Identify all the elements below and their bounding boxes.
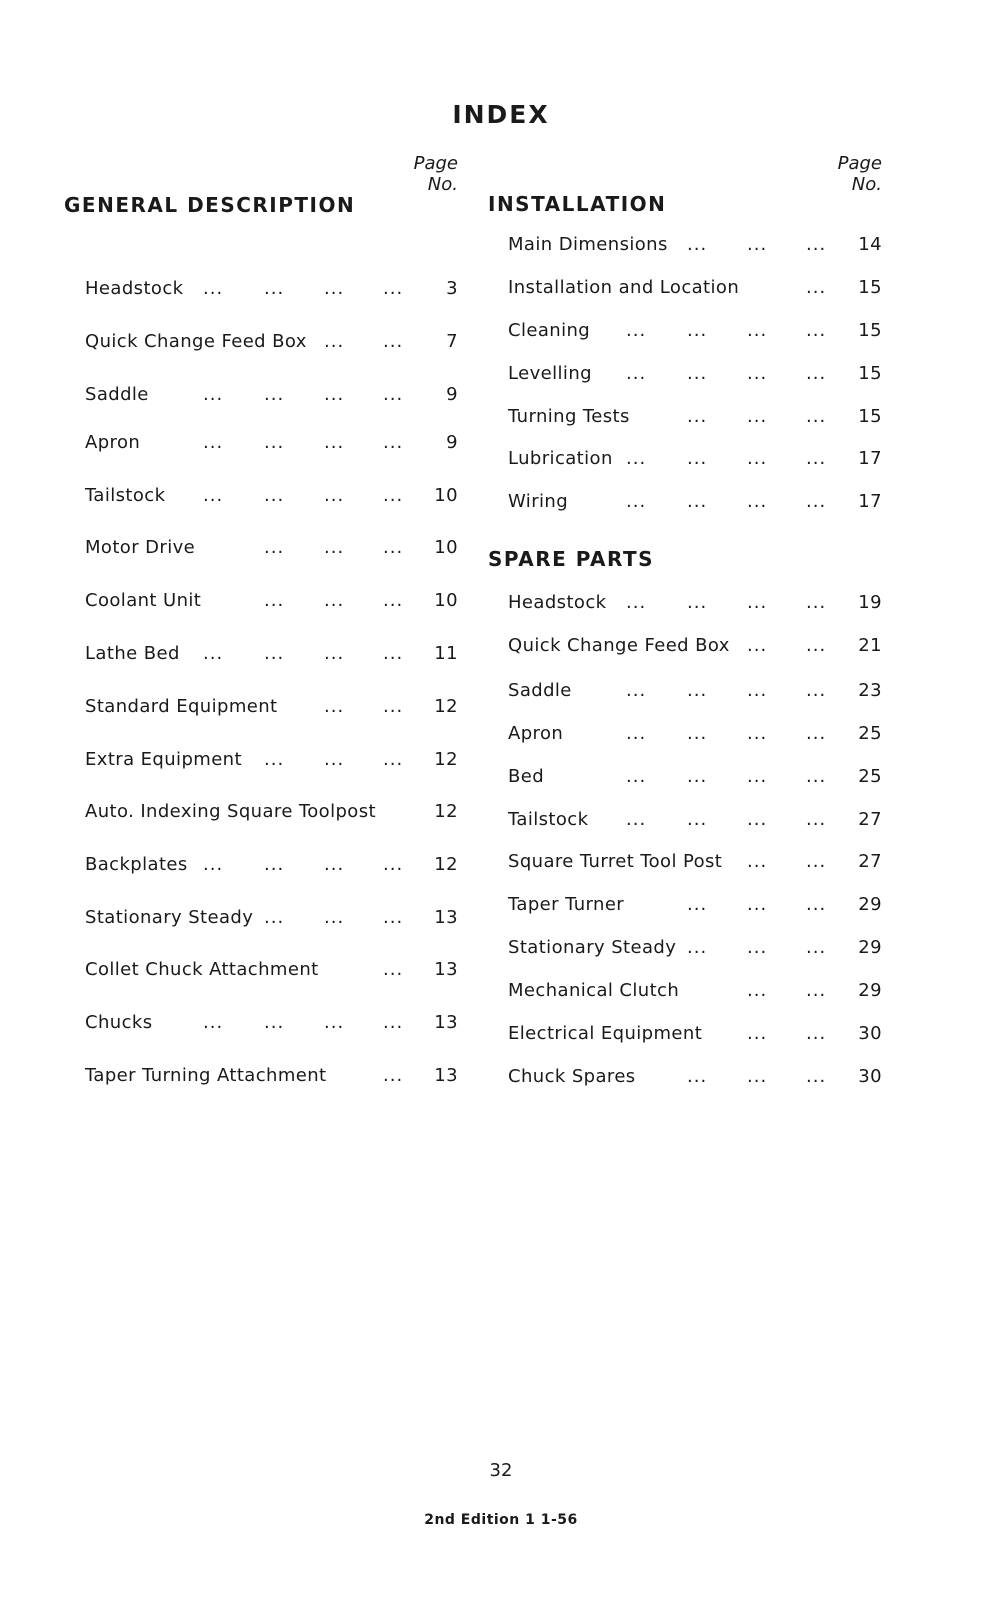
index-entry: [508, 1064, 882, 1090]
index-entry: [85, 747, 458, 773]
dot-leader: ...: [324, 907, 345, 928]
dot-leader: ...: [324, 749, 345, 770]
index-entry: [508, 232, 882, 258]
dot-leader: ...: [806, 1023, 827, 1044]
dot-leader: ...: [687, 592, 708, 613]
entry-page-number: 11: [434, 643, 458, 664]
entry-page-number: 15: [858, 277, 882, 298]
dot-leader: ...: [806, 809, 827, 830]
index-entry: [85, 329, 458, 355]
dot-leader: ...: [203, 1012, 224, 1033]
dot-leader: ...: [747, 809, 768, 830]
entry-label: Extra Equipment: [85, 749, 242, 770]
entry-page-number: 27: [858, 809, 882, 830]
dot-leader: ...: [687, 937, 708, 958]
dot-leader: ...: [383, 854, 404, 875]
dot-leader: ...: [747, 363, 768, 384]
index-entry: [508, 404, 882, 430]
index-entry: [508, 489, 882, 515]
dot-leader: ...: [747, 592, 768, 613]
dot-leader: ...: [324, 485, 345, 506]
dot-leader: ...: [383, 907, 404, 928]
entry-label: Quick Change Feed Box: [508, 635, 730, 656]
dot-leader: ...: [383, 1065, 404, 1086]
entry-page-number: 10: [434, 537, 458, 558]
entry-label: Collet Chuck Attachment: [85, 959, 319, 980]
dot-leader: ...: [687, 234, 708, 255]
dot-leader: ...: [203, 485, 224, 506]
dot-leader: ...: [687, 809, 708, 830]
dot-leader: ...: [687, 491, 708, 512]
section-title-spare-parts: SPARE PARTS: [488, 547, 655, 571]
dot-leader: ...: [747, 723, 768, 744]
index-entry: [508, 935, 882, 961]
entry-label: Electrical Equipment: [508, 1023, 703, 1044]
dot-leader: ...: [747, 851, 768, 872]
entry-page-number: 13: [434, 1012, 458, 1033]
entry-label: Mechanical Clutch: [508, 980, 680, 1001]
entry-label: Auto. Indexing Square Toolpost: [85, 801, 376, 822]
index-entry: [508, 764, 882, 790]
dot-leader: ...: [806, 635, 827, 656]
index-entry: [85, 382, 458, 408]
entry-page-number: 9: [446, 432, 458, 453]
dot-leader: ...: [264, 854, 285, 875]
entry-label: Motor Drive: [85, 537, 196, 558]
index-entry: [85, 588, 458, 614]
page-title: INDEX: [452, 100, 550, 129]
dot-leader: ...: [626, 809, 647, 830]
dot-leader: ...: [806, 766, 827, 787]
dot-leader: ...: [806, 851, 827, 872]
entry-label: Turning Tests: [508, 406, 630, 427]
entry-page-number: 29: [858, 980, 882, 1001]
index-entry: [85, 905, 458, 931]
dot-leader: ...: [264, 749, 285, 770]
page-column-heading-right: [838, 153, 882, 195]
index-entry: [508, 849, 882, 875]
dot-leader: ...: [687, 680, 708, 701]
dot-leader: ...: [806, 277, 827, 298]
entry-label: Chucks: [85, 1012, 153, 1033]
index-entry: [508, 892, 882, 918]
dot-leader: ...: [626, 723, 647, 744]
dot-leader: ...: [747, 635, 768, 656]
dot-leader: ...: [806, 448, 827, 469]
index-entry: [85, 799, 458, 825]
entry-page-number: 23: [858, 680, 882, 701]
dot-leader: ...: [383, 537, 404, 558]
entry-label: Levelling: [508, 363, 592, 384]
entry-page-number: 10: [434, 590, 458, 611]
dot-leader: ...: [264, 384, 285, 405]
page-heading-line1: Page: [413, 153, 458, 174]
index-entry: [85, 852, 458, 878]
entry-page-number: 12: [434, 854, 458, 875]
dot-leader: ...: [747, 234, 768, 255]
entry-page-number: 21: [858, 635, 882, 656]
dot-leader: ...: [203, 278, 224, 299]
dot-leader: ...: [264, 432, 285, 453]
dot-leader: ...: [687, 363, 708, 384]
dot-leader: ...: [687, 406, 708, 427]
entry-label: Stationary Steady: [85, 907, 254, 928]
entry-label: Lubrication: [508, 448, 613, 469]
dot-leader: ...: [626, 320, 647, 341]
index-entry: [508, 807, 882, 833]
entry-page-number: 13: [434, 907, 458, 928]
dot-leader: ...: [687, 1066, 708, 1087]
dot-leader: ...: [747, 320, 768, 341]
dot-leader: ...: [324, 432, 345, 453]
dot-leader: ...: [626, 363, 647, 384]
dot-leader: ...: [747, 491, 768, 512]
entry-label: Standard Equipment: [85, 696, 278, 717]
entry-label: Lathe Bed: [85, 643, 180, 664]
entry-label: Square Turret Tool Post: [508, 851, 723, 872]
entry-page-number: 12: [434, 749, 458, 770]
entry-page-number: 7: [446, 331, 458, 352]
index-entry: [508, 318, 882, 344]
dot-leader: ...: [324, 643, 345, 664]
dot-leader: ...: [383, 432, 404, 453]
entry-page-number: 9: [446, 384, 458, 405]
dot-leader: ...: [747, 406, 768, 427]
dot-leader: ...: [747, 1023, 768, 1044]
index-entry: [85, 430, 458, 456]
dot-leader: ...: [383, 485, 404, 506]
index-entry: [508, 446, 882, 472]
edition-note: 2nd Edition 1 1-56: [424, 1512, 578, 1528]
index-entry: [508, 721, 882, 747]
dot-leader: ...: [626, 448, 647, 469]
dot-leader: ...: [264, 590, 285, 611]
entry-page-number: 19: [858, 592, 882, 613]
dot-leader: ...: [383, 590, 404, 611]
dot-leader: ...: [324, 331, 345, 352]
dot-leader: ...: [687, 894, 708, 915]
page-heading-line2: No.: [427, 174, 458, 195]
dot-leader: ...: [687, 723, 708, 744]
entry-page-number: 15: [858, 406, 882, 427]
dot-leader: ...: [383, 278, 404, 299]
entry-page-number: 13: [434, 1065, 458, 1086]
dot-leader: ...: [626, 680, 647, 701]
entry-page-number: 12: [434, 696, 458, 717]
entry-label: Installation and Location: [508, 277, 740, 298]
dot-leader: ...: [687, 766, 708, 787]
entry-label: Apron: [508, 723, 564, 744]
entry-label: Headstock: [85, 278, 184, 299]
dot-leader: ...: [264, 278, 285, 299]
entry-page-number: 30: [858, 1023, 882, 1044]
dot-leader: ...: [383, 331, 404, 352]
page-heading-line1: Page: [837, 153, 882, 174]
dot-leader: ...: [806, 894, 827, 915]
index-entry: [508, 361, 882, 387]
dot-leader: ...: [626, 766, 647, 787]
dot-leader: ...: [806, 491, 827, 512]
dot-leader: ...: [806, 680, 827, 701]
entry-label: Apron: [85, 432, 141, 453]
section-title-installation: INSTALLATION: [488, 192, 667, 216]
entry-label: Taper Turner: [508, 894, 625, 915]
dot-leader: ...: [806, 363, 827, 384]
dot-leader: ...: [626, 491, 647, 512]
entry-page-number: 29: [858, 937, 882, 958]
dot-leader: ...: [747, 937, 768, 958]
dot-leader: ...: [383, 1012, 404, 1033]
entry-page-number: 25: [858, 723, 882, 744]
dot-leader: ...: [324, 384, 345, 405]
entry-label: Tailstock: [85, 485, 166, 506]
entry-label: Tailstock: [508, 809, 589, 830]
entry-label: Headstock: [508, 592, 607, 613]
dot-leader: ...: [324, 854, 345, 875]
section-title-general-description: GENERAL DESCRIPTION: [64, 193, 356, 217]
entry-page-number: 17: [858, 491, 882, 512]
dot-leader: ...: [324, 1012, 345, 1033]
page-column-heading-left: [414, 153, 458, 195]
dot-leader: ...: [383, 384, 404, 405]
entry-label: Taper Turning Attachment: [85, 1065, 327, 1086]
dot-leader: ...: [264, 1012, 285, 1033]
dot-leader: ...: [806, 937, 827, 958]
entry-label: Cleaning: [508, 320, 591, 341]
dot-leader: ...: [687, 448, 708, 469]
dot-leader: ...: [264, 643, 285, 664]
dot-leader: ...: [264, 485, 285, 506]
entry-label: Saddle: [508, 680, 572, 701]
dot-leader: ...: [747, 894, 768, 915]
index-entry: [85, 1010, 458, 1036]
index-entry: [85, 641, 458, 667]
dot-leader: ...: [806, 320, 827, 341]
index-entry: [508, 978, 882, 1004]
entry-page-number: 29: [858, 894, 882, 915]
entry-page-number: 13: [434, 959, 458, 980]
index-entry: [508, 633, 882, 659]
dot-leader: ...: [806, 723, 827, 744]
entry-label: Main Dimensions: [508, 234, 668, 255]
dot-leader: ...: [383, 643, 404, 664]
dot-leader: ...: [203, 432, 224, 453]
dot-leader: ...: [264, 537, 285, 558]
dot-leader: ...: [324, 590, 345, 611]
entry-page-number: 17: [858, 448, 882, 469]
index-entry: [85, 535, 458, 561]
dot-leader: ...: [203, 854, 224, 875]
dot-leader: ...: [324, 537, 345, 558]
dot-leader: ...: [324, 278, 345, 299]
index-entry: [508, 590, 882, 616]
dot-leader: ...: [264, 907, 285, 928]
index-entry: [85, 483, 458, 509]
entry-label: Stationary Steady: [508, 937, 677, 958]
entry-page-number: 10: [434, 485, 458, 506]
page-number: 32: [489, 1460, 513, 1481]
page-heading-line2: No.: [851, 174, 882, 195]
index-entry: [508, 1021, 882, 1047]
dot-leader: ...: [383, 749, 404, 770]
index-entry: [85, 957, 458, 983]
entry-page-number: 15: [858, 363, 882, 384]
dot-leader: ...: [747, 1066, 768, 1087]
dot-leader: ...: [687, 320, 708, 341]
index-entry: [508, 678, 882, 704]
index-entry: [508, 275, 882, 301]
entry-page-number: 14: [858, 234, 882, 255]
dot-leader: ...: [806, 1066, 827, 1087]
dot-leader: ...: [747, 980, 768, 1001]
entry-page-number: 27: [858, 851, 882, 872]
dot-leader: ...: [806, 980, 827, 1001]
dot-leader: ...: [747, 680, 768, 701]
entry-label: Backplates: [85, 854, 188, 875]
entry-label: Quick Change Feed Box: [85, 331, 307, 352]
dot-leader: ...: [747, 766, 768, 787]
entry-label: Bed: [508, 766, 545, 787]
entry-page-number: 3: [446, 278, 458, 299]
entry-label: Chuck Spares: [508, 1066, 636, 1087]
dot-leader: ...: [626, 592, 647, 613]
entry-page-number: 25: [858, 766, 882, 787]
entry-page-number: 12: [434, 801, 458, 822]
dot-leader: ...: [324, 696, 345, 717]
index-entry: [85, 276, 458, 302]
dot-leader: ...: [383, 959, 404, 980]
index-entry: [85, 694, 458, 720]
dot-leader: ...: [747, 448, 768, 469]
entry-label: Saddle: [85, 384, 149, 405]
entry-label: Wiring: [508, 491, 569, 512]
dot-leader: ...: [806, 406, 827, 427]
index-entry: [85, 1063, 458, 1089]
dot-leader: ...: [203, 643, 224, 664]
dot-leader: ...: [203, 384, 224, 405]
entry-page-number: 15: [858, 320, 882, 341]
entry-page-number: 30: [858, 1066, 882, 1087]
dot-leader: ...: [806, 234, 827, 255]
entry-label: Coolant Unit: [85, 590, 202, 611]
dot-leader: ...: [383, 696, 404, 717]
dot-leader: ...: [806, 592, 827, 613]
